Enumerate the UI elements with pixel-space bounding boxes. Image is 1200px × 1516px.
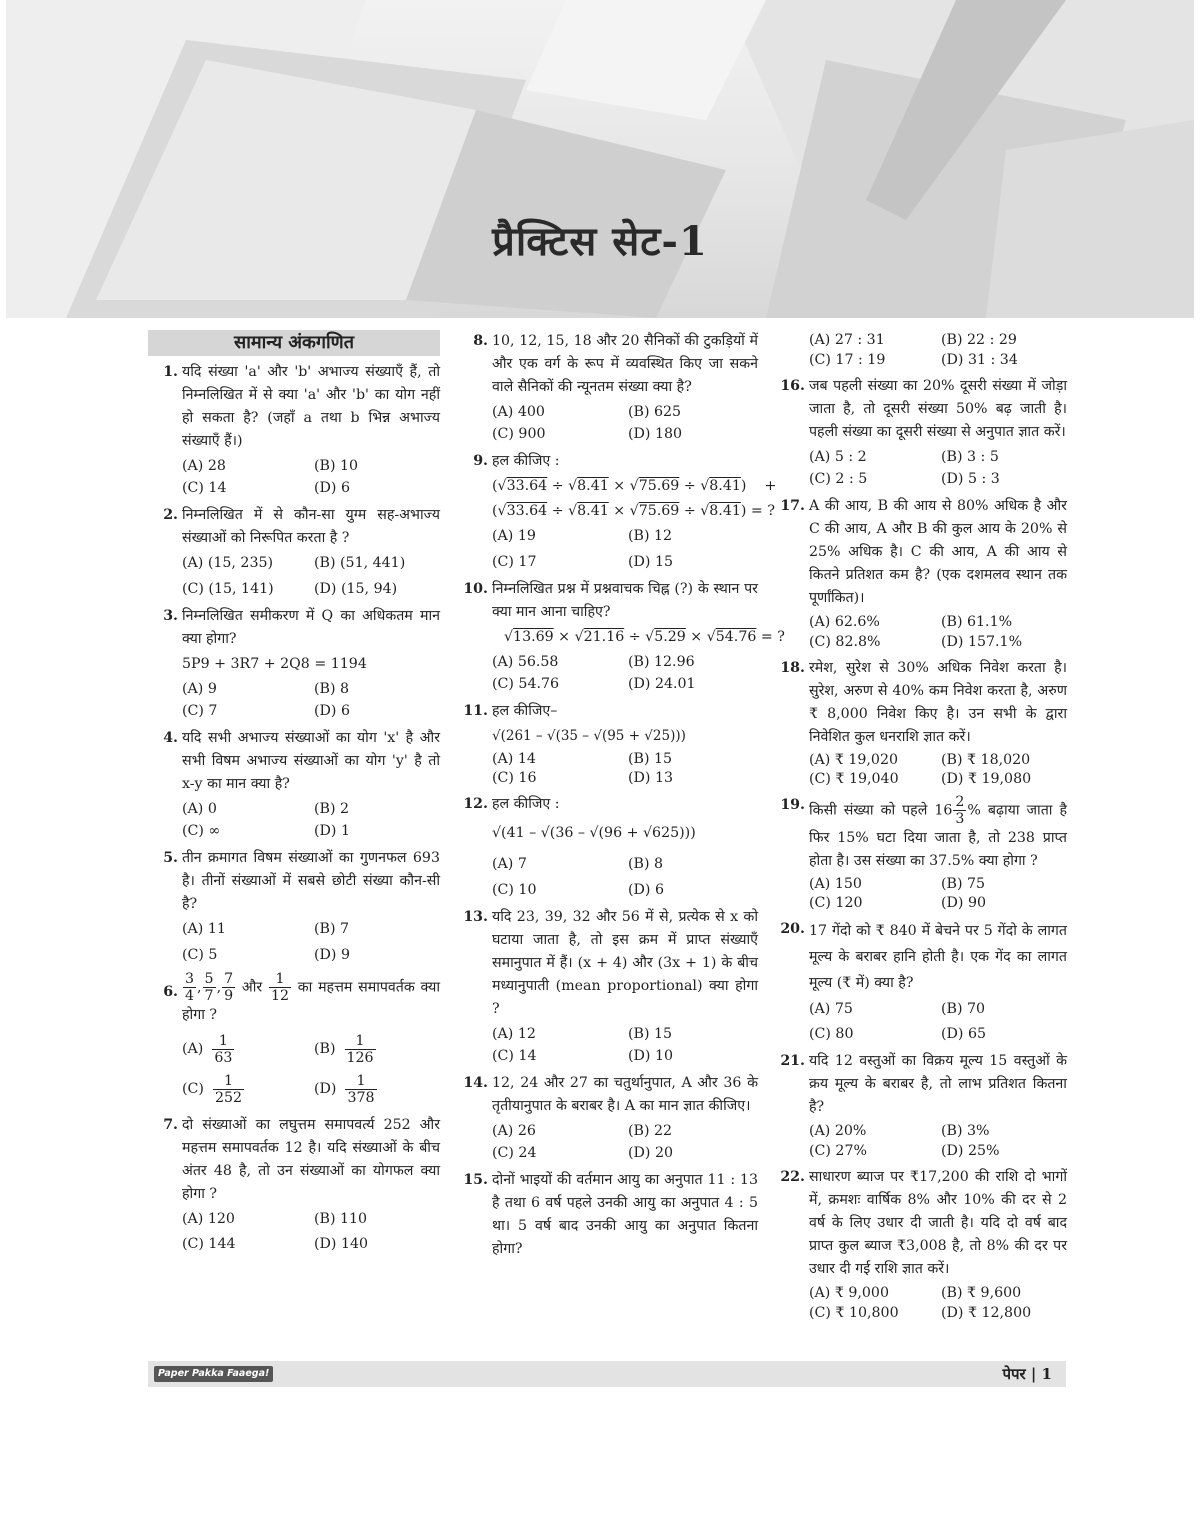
question-2: 2. निम्नलिखित में से कौन-सा युग्म सह-अभाज्य संख्याओं को निरूपित करता है ? (A) (15, 235) (B) (51, 441) (C) (15, 141) (D) (15, 94): [163, 507, 440, 597]
question-15-options: (A) 27 : 31 (B) 22 : 29 (C) 17 : 19 (D) 31 : 34: [809, 332, 1018, 368]
fraction: $\frac{7}{9}$: [224, 971, 234, 1004]
question-14: 14. 12, 24 और 27 का चतुर्थानुपात, A और 36 के तृतीयानुपात के बराबर है। A का मान ज्ञात कीजिए। (A) 26 (B) 22 (C) 24 (D) 20: [463, 1075, 758, 1161]
question-19: 19. किसी संख्या को पहले 16 $\frac{2}{3}$ % बढ़ाया जाता है फिर 15% घटा दिया जाता है, तो 238 प्राप्त होता है। उस संख्या का 37.5% क्या होगा ? (A) 150 (B) 75 (C) 120 (D) 90: [780, 794, 1067, 911]
question-12: 12. हल कीजिए : √(41 – √(36 – √(96 + √625))) (A) 7 (B) 8 (C) 10 (D) 6: [458, 793, 758, 901]
question-15: 15. दोनों भाइयों की वर्तमान आयु का अनुपात 11 : 13 है तथा 6 वर्ष पहले उनकी आयु का अनुपात 4 : 5 था। 5 वर्ष बाद उनकी आयु का अनुपात कितना होगा?: [463, 1172, 758, 1257]
question-11: 11. हल कीजिए– √(261 – √(35 – √(95 + √25))) (A) 14 (B) 15 (C) 16 (D) 13: [458, 700, 758, 788]
question-5: 5. तीन क्रमागत विषम संख्याओं का गुणनफल 693 है। तीनों संख्याओं में सबसे छोटी संख्या कौन-सी है? (A) 11 (B) 7 (C) 5 (D) 9: [163, 850, 440, 963]
publisher-logo: Paper Pakka Faaega!: [154, 1366, 273, 1382]
fraction: $\frac{3}{4}$: [185, 971, 195, 1004]
question-21: 21. यदि 12 वस्तुओं का विक्रय मूल्य 15 वस्तुओं के क्रय मूल्य के बराबर है, तो लाभ प्रतिशत कितना है? (A) 20% (B) 3% (C) 27% (D) 25%: [780, 1053, 1067, 1159]
question-4: 4. यदि सभी अभाज्य संख्याओं का योग 'x' है और सभी विषम अभाज्य संख्याओं का योग 'y' है तो x-y का मान क्या है? (A) 0 (B) 2 (C) ∞ (D) 1: [163, 730, 440, 839]
fraction: $\frac{1}{252}$: [214, 1072, 243, 1106]
fraction: $\frac{1}{126}$: [346, 1032, 374, 1066]
book-writing-photo: [6, 0, 1194, 318]
column-2: [458, 330, 785, 1266]
column-1: [148, 330, 440, 1260]
question-7: 7. दो संख्याओं का लघुत्तम समापवर्त्य 252 और महत्तम समापवर्तक 12 है। यदि संख्याओं के बीच अंतर 48 है, तो उन संख्याओं का योगफल क्या होगा ? (A) 120 (B) 110 (C) 144 (D) 140: [163, 1117, 440, 1252]
nested-root-expression: √(41 – √(36 – √(96 + √625))): [492, 825, 696, 841]
question-8: 8. 10, 12, 15, 18 और 20 सैनिकों की टुकड़ियों में और एक वर्ग के रूप में व्यवस्थित किए जा सकने वाले सैनिकों की न्यूनतम संख्या क्या है? (A) 400 (B) 625 (C) 900 (D) 180: [473, 333, 758, 442]
question-6: 6. $\frac{3}{4}$ , $\frac{5}{7}$ , $\frac{7}{9}$ और $\frac{1}{12}$ का महत्तम समापवर्तक क्या होगा ? (A) $\frac{1}{63}$ (B) $\frac{1}{126}$ (C) $\frac{1}{252}$ (D) $\frac{1}{378}$: [163, 971, 441, 1106]
question-17: 17. A की आय, B की आय से 80% अधिक है और C की आय, A और B की कुल आय के 20% से 25% अधिक है। C की आय, A की आय से कितने प्रतिशत कम है? (एक दशमलव स्थान तक पूर्णांकित)। (A) 62.6% (B) 61.1% (C) 82.8% (D) 157.1%: [780, 498, 1067, 650]
question-10: 10. निम्नलिखित प्रश्न में प्रश्नवाचक चिह्न (?) के स्थान पर क्या मान आना चाहिए? √13.69 × √21.16 ÷ √5.29 × √54.76 = ? (A) 56.58 (B) 12.96 (C) 54.76 (D) 24.01: [463, 581, 785, 692]
question-22: 22. साधारण ब्याज पर ₹17,200 की राशि दो भागों में, क्रमशः वार्षिक 8% और 10% की दर से 2 वर्ष के लिए उधार दी जाती है। यदि दो वर्ष बाद प्राप्त कुल ब्याज ₹3,008 है, तो 8% की दर पर उधार दी गई राशि ज्ञात करें। (A) ₹ 9,000 (B) ₹ 9,600 (C) ₹ 10,800 (D) ₹ 12,800: [780, 1169, 1067, 1321]
fraction: $\frac{5}{7}$: [204, 971, 214, 1004]
question-16: 16. जब पहली संख्या का 20% दूसरी संख्या में जोड़ा जाता है, तो दूसरी संख्या 50% बढ़ जाती है। पहली संख्या का दूसरी संख्या से अनुपात ज्ञात करें। (A) 5 : 2 (B) 3 : 5 (C) 2 : 5 (D) 5 : 3: [780, 378, 1067, 487]
question-18: 18. रमेश, सुरेश से 30% अधिक निवेश करता है। सुरेश, अरुण से 40% कम निवेश करता है, अरुण ₹ 8,000 निवेश किए है। उन सभी के द्वारा निवेशित कुल धनराशि ज्ञात करें। (A) ₹ 19,020 (B) ₹ 18,020 (C) ₹ 19,040 (D) ₹ 19,080: [780, 660, 1067, 787]
fraction: $\frac{1}{378}$: [347, 1072, 375, 1106]
page-footer: [148, 1361, 1066, 1387]
expression: √13.69 × √21.16 ÷ √5.29 × √54.76 = ?: [504, 629, 785, 645]
page-number: पेपर | 1: [1002, 1365, 1052, 1383]
expression-line-2: (√33.64 ÷ √8.41 × √75.69 ÷ √8.41) = ?: [492, 503, 775, 519]
fraction: $\frac{2}{3}$: [955, 794, 965, 827]
page-title: प्रैक्टिस सेट-1: [492, 218, 708, 265]
question-13: 13. यदि 23, 39, 32 और 56 में से, प्रत्येक से x को घटाया जाता है, तो इस क्रम में प्राप्त संख्याएँ समानुपात में हैं। (x + 4) और (3x + 1) के बीच मध्यानुपाती (mean proportional) क्या होगा ? (A) 12 (B) 15 (C) 14 (D) 10: [463, 909, 758, 1064]
section-title: सामान्य अंकगणित: [148, 330, 440, 356]
question-3: 3. निम्नलिखित समीकरण में Q का अधिकतम मान क्या होगा? 5P9 + 3R7 + 2Q8 = 1194 (A) 9 (B) 8 (C) 7 (D) 6: [163, 608, 440, 719]
expression-line-1: (√33.64 ÷ √8.41 × √75.69 ÷ √8.41) +: [492, 478, 777, 494]
question-20: 20. 17 गेंदो को ₹ 840 में बेचने पर 5 गेंदो के लागत मूल्य के बराबर हानि होती है। एक गेंद का लागत मूल्य (₹ में) क्या है? (A) 75 (B) 70 (C) 80 (D) 65: [780, 921, 1067, 1042]
header-banner: [6, 0, 1194, 318]
nested-root-expression: √(261 – √(35 – √(95 + √25))): [492, 728, 686, 744]
fraction: $\frac{1}{63}$: [214, 1032, 233, 1066]
fraction: $\frac{1}{12}$: [270, 971, 290, 1004]
question-1: 1. यदि संख्या 'a' और 'b' अभाज्य संख्याएँ हैं, तो निम्नलिखित में से क्या 'a' और 'b' का योग नहीं हो सकता है? (जहाँ a तथा b भिन्न अभाज्य संख्याएँ हैं।) (A) 28 (B) 10 (C) 14 (D) 6: [163, 364, 440, 496]
column-3: [775, 330, 1067, 1328]
equation: 5P9 + 3R7 + 2Q8 = 1194: [182, 656, 367, 672]
question-9: 9. हल कीजिए : (√33.64 ÷ √8.41 × √75.69 ÷ √8.41) + (√33.64 ÷ √8.41 × √75.69 ÷ √8.41) = ? (A) 19 (B) 12 (C) 17 (D) 15: [473, 453, 777, 570]
